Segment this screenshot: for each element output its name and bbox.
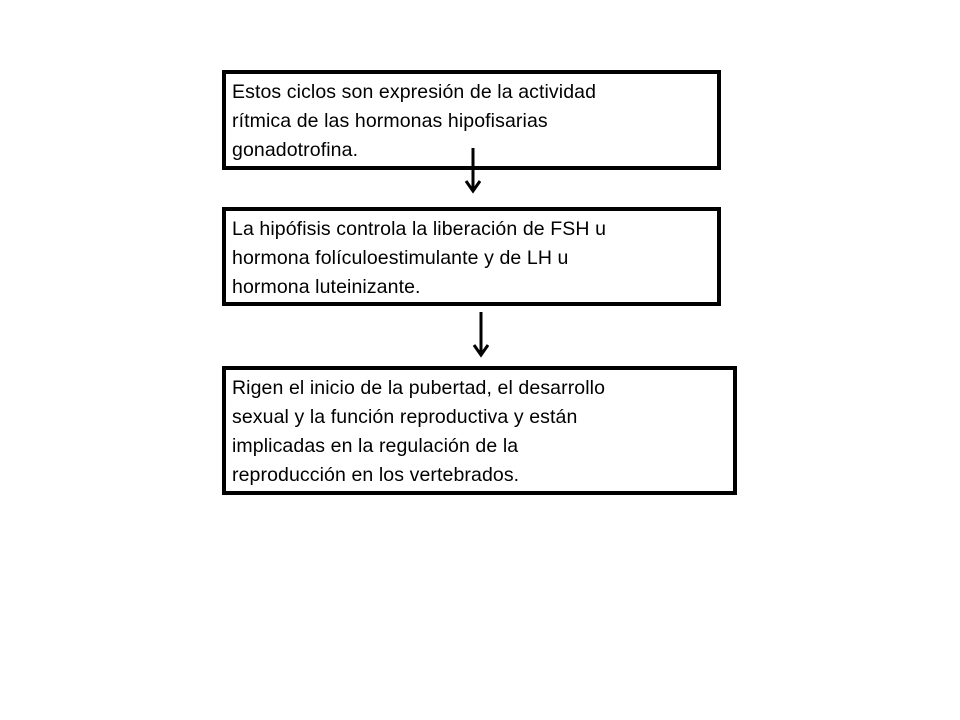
flow-box-text-line: reproducción en los vertebrados. (232, 464, 520, 486)
flow-box-text-line: Estos ciclos son expresión de la actividad (232, 81, 597, 103)
flow-box-text-line: implicadas en la regulación de la (232, 435, 519, 457)
flow-box-text-line: hormona folículoestimulante y de LH u (232, 247, 569, 269)
flow-box-puberty-reproduction (222, 366, 737, 495)
flow-box-text-line: rítmica de las hormonas hipofisarias (232, 110, 548, 132)
down-arrow-icon (471, 312, 491, 358)
flow-box-pituitary-control (222, 207, 721, 306)
flow-box-text-line: Rigen el inicio de la pubertad, el desarrollo (232, 377, 606, 399)
flow-box-text-line: sexual y la función reproductiva y están (232, 406, 578, 428)
down-arrow-icon (463, 148, 483, 196)
flow-box-text-line: hormona luteinizante. (232, 276, 421, 298)
flow-box-text-line: gonadotrofina. (232, 139, 359, 161)
flow-box-text-line: La hipófisis controla la liberación de FSH u (232, 218, 607, 240)
